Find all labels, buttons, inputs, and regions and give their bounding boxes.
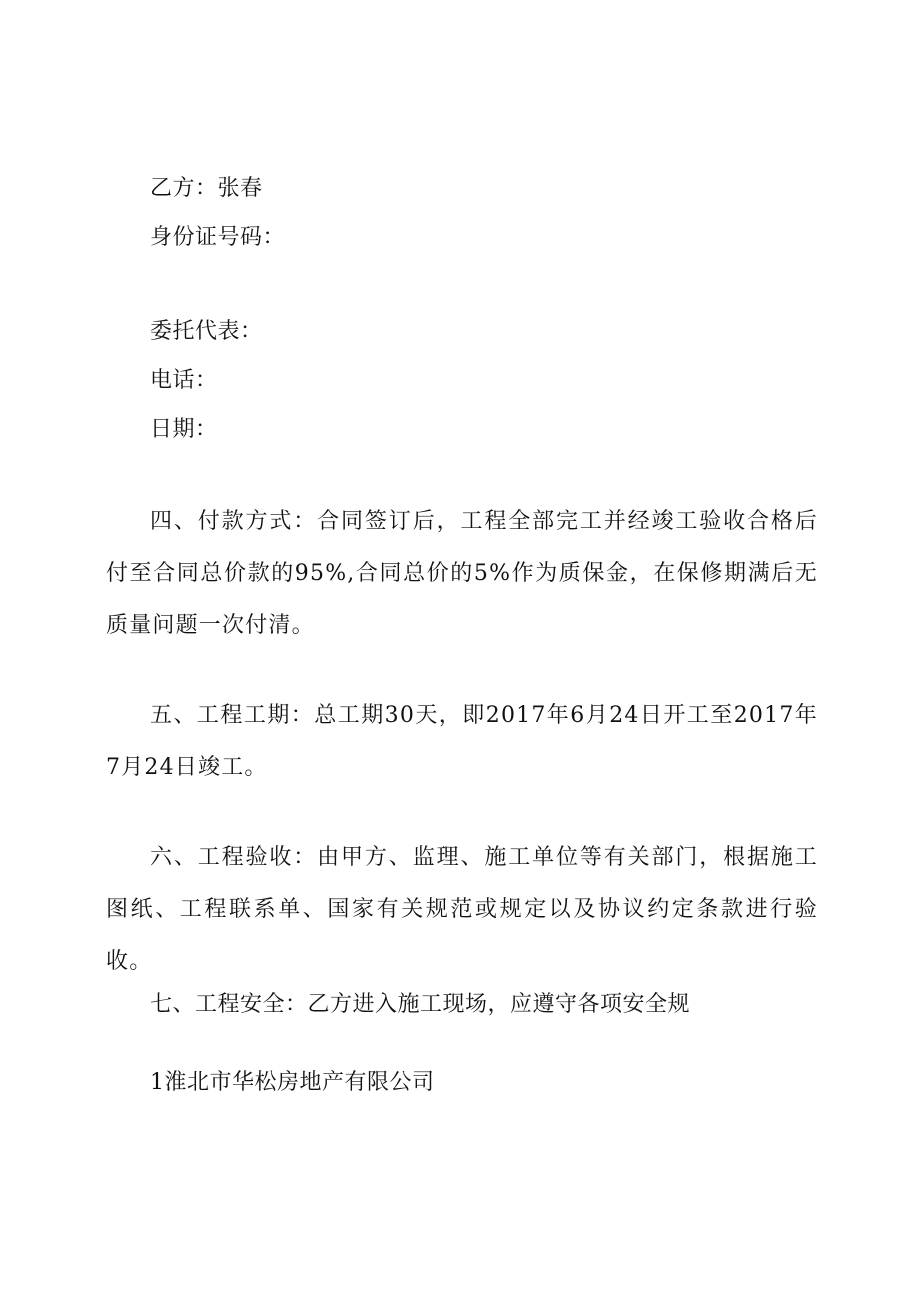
party-b-id-number: 身份证号码：: [150, 225, 286, 250]
party-b-name: 乙方：张春: [150, 176, 263, 201]
footer-company: 1淮北市华松房地产有限公司: [150, 1070, 435, 1095]
party-b-agent: 委托代表：: [150, 319, 263, 344]
party-b-date: 日期：: [150, 417, 218, 442]
clause-schedule: 五、工程工期：总工期30天，即2017年6月24日开工至2017年7月24日竣工。: [106, 703, 818, 780]
party-b-phone: 电话：: [150, 368, 218, 393]
clause-safety: 七、工程安全：乙方进入施工现场，应遵守各项安全规: [150, 992, 691, 1017]
clause-acceptance: 六、工程验收：由甲方、监理、施工单位等有关部门，根据施工图纸、工程联系单、国家有关规范或规定以及协议约定条款进行验收。: [106, 845, 818, 974]
clause-payment: 四、付款方式：合同签订后，工程全部完工并经竣工验收合格后付至合同总价款的95%,合同总价的5%作为质保金，在保修期满后无质量问题一次付清。: [106, 509, 818, 638]
